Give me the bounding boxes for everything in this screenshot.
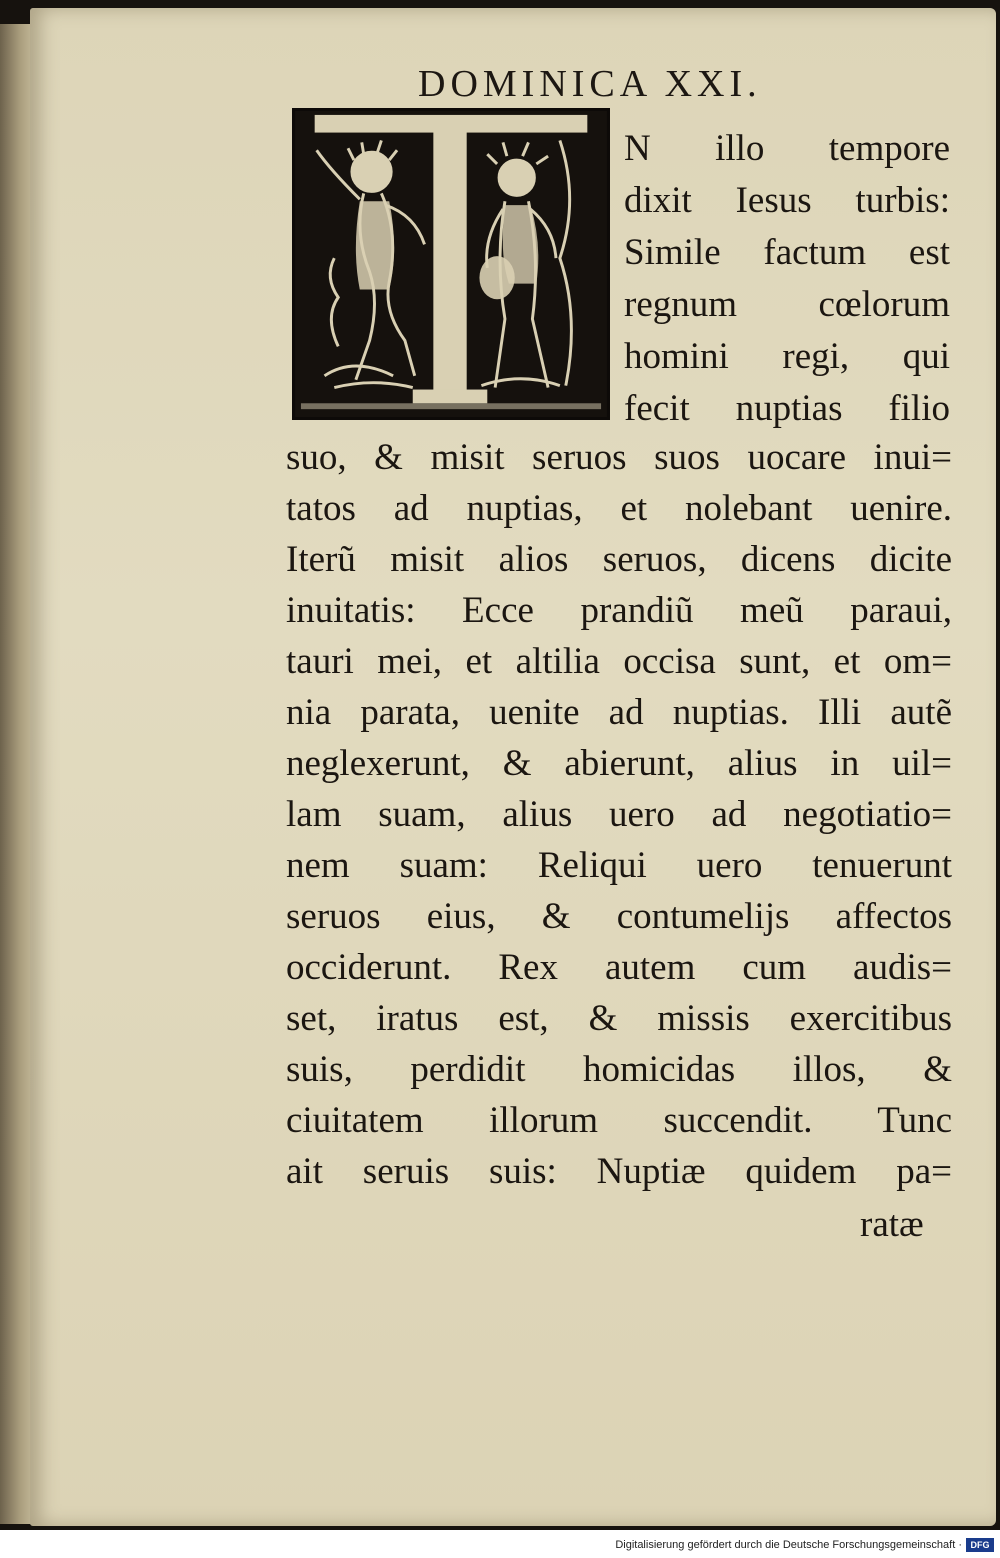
text-line: tatos ad nuptias, et nolebant uenire.: [286, 488, 952, 529]
decorated-initial-woodcut-icon: [292, 108, 610, 420]
catchword: ratæ: [860, 1204, 924, 1245]
digitization-credit: Digitalisierung gefördert durch die Deutsche Forschungsgemeinschaft ·: [615, 1539, 962, 1551]
text-line: ait seruis suis: Nuptiæ quidem pa=: [286, 1151, 952, 1192]
text-line: occiderunt. Rex autem cum audis=: [286, 947, 952, 988]
text-line: tauri mei, et altilia occisa sunt, et om=: [286, 641, 952, 682]
text-line: ciuitatem illorum succendit. Tunc: [286, 1100, 952, 1141]
running-head: DOMINICA XXI.: [418, 63, 762, 105]
text-line: suis, perdidit homicidas illos, &: [286, 1049, 952, 1090]
text-line: neglexerunt, & abierunt, alius in uil=: [286, 743, 952, 784]
text-line: fecit nuptias filio: [624, 388, 950, 429]
text-line: Simile factum est: [624, 232, 950, 273]
text-line: lam suam, alius uero ad negotiatio=: [286, 794, 952, 835]
text-line: seruos eius, & contumelijs affectos: [286, 896, 952, 937]
text-line: N illo tempore: [624, 128, 950, 169]
dfg-logo-icon: DFG: [966, 1538, 994, 1552]
text-line: dixit Iesus turbis:: [624, 180, 950, 221]
text-line: regnum cœlorum: [624, 284, 950, 325]
text-line: suo, & misit seruos suos uocare inui=: [286, 437, 952, 478]
text-line: nem suam: Reliqui uero tenuerunt: [286, 845, 952, 886]
text-line: homini regi, qui: [624, 336, 950, 377]
text-line: inuitatis: Ecce prandiũ meũ paraui,: [286, 590, 952, 631]
text-line: Iterũ misit alios seruos, dicens dicite: [286, 539, 952, 580]
text-line: nia parata, uenite ad nuptias. Illi autẽ: [286, 692, 952, 733]
text-line: set, iratus est, & missis exercitibus: [286, 998, 952, 1039]
